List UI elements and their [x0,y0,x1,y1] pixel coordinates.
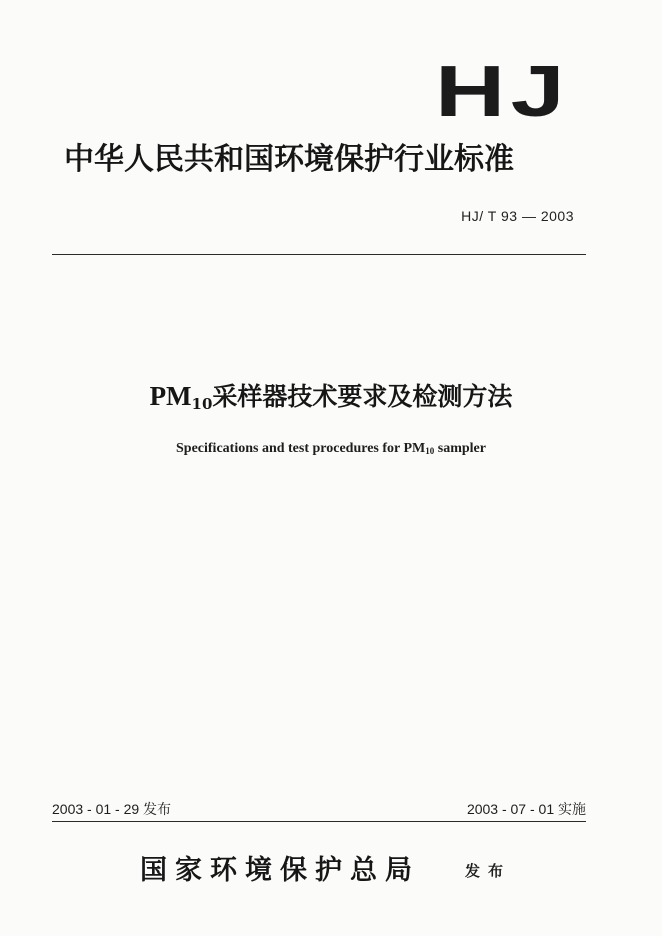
issue-date: 2003 - 01 - 29 发布 [52,801,172,817]
document-title-en [0,441,662,457]
title-zh-rest: 采样器技术要求及检测方法 [212,382,513,411]
hj-logo: HJ [434,52,570,132]
top-divider [52,254,586,255]
document-title-zh [0,376,662,417]
title-en-subscript: 10 [425,446,435,456]
standard-category-title: 中华人民共和国环境保护行业标准 [64,142,514,177]
title-zh-prefix: PM [149,381,192,411]
bottom-divider [52,821,586,822]
title-zh-subscript: 10 [191,395,213,413]
title-en-prefix: Specifications and test procedures for PM [176,441,426,456]
publisher-name: 国家环境保护总局 [140,855,420,886]
publish-label: 发布 [465,862,512,880]
implementation-date: 2003 - 07 - 01 实施 [466,801,586,817]
title-en-rest: sampler [434,441,486,456]
standard-number: HJ/ T 93 — 2003 [461,208,574,224]
